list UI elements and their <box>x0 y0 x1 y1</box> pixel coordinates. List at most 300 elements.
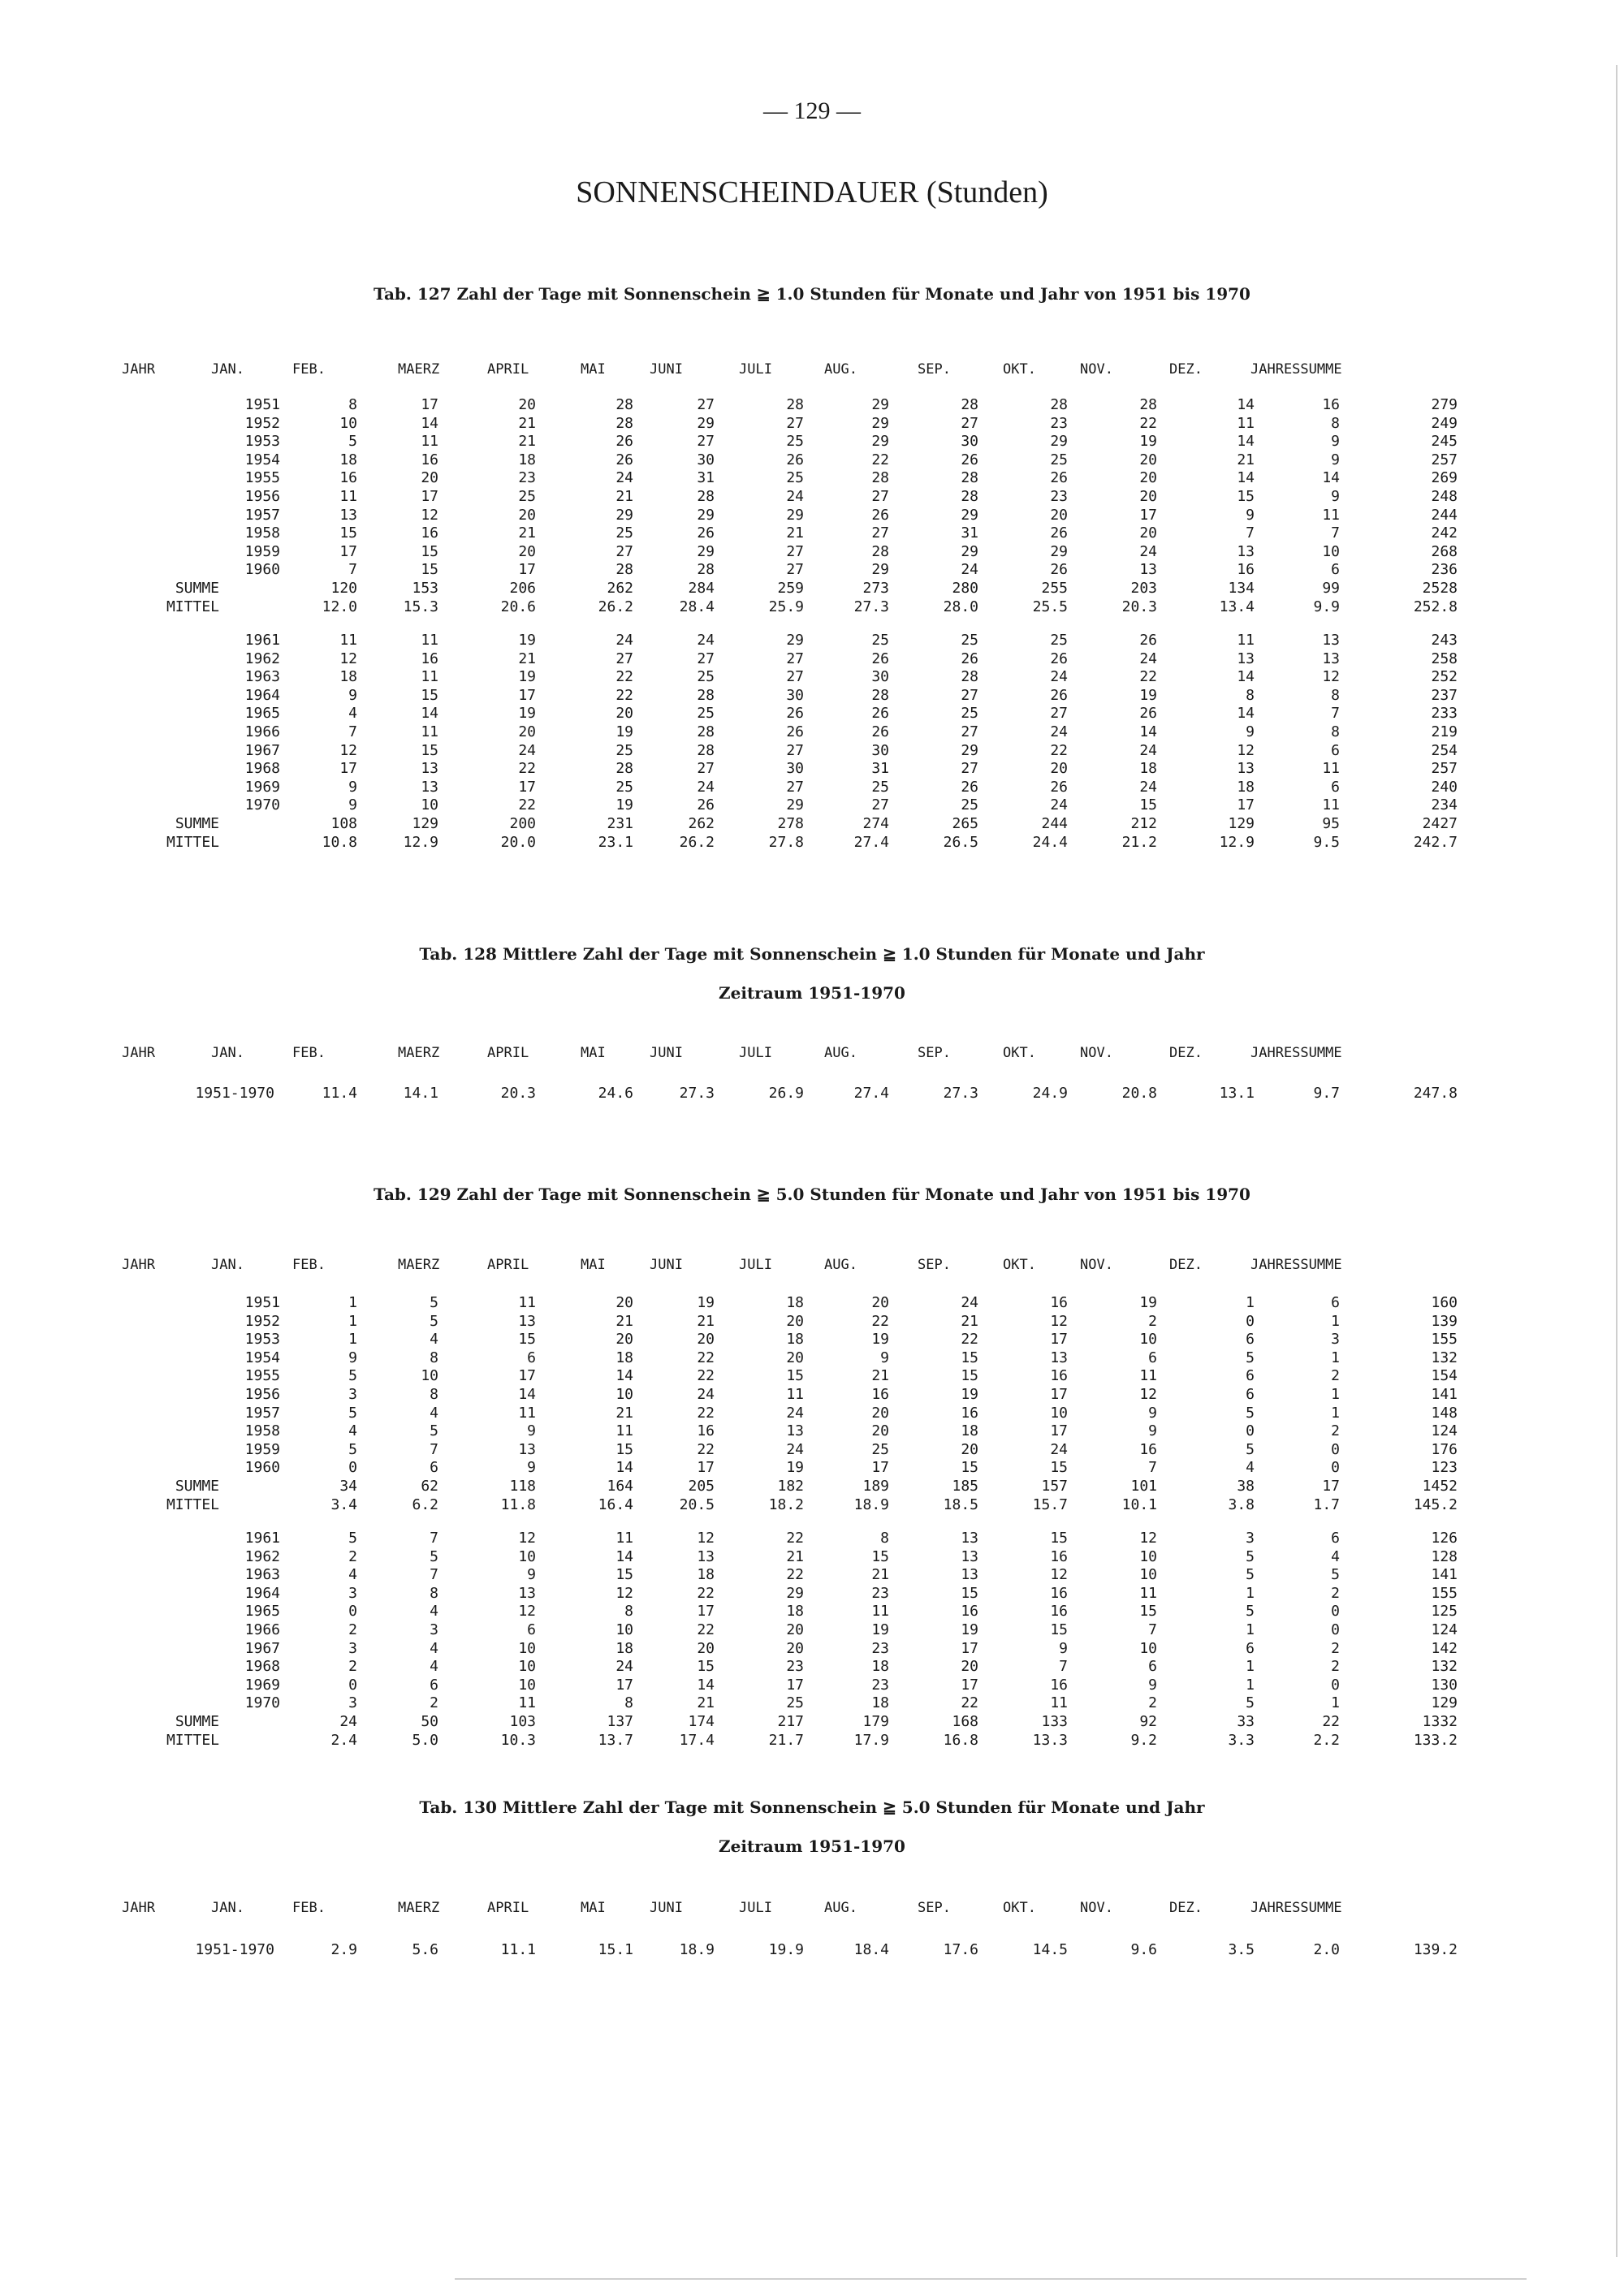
tab127-mittel-cell: 26.2 <box>679 833 715 851</box>
tab127-value-cell: 31 <box>871 760 889 778</box>
tab129-value-cell: 10 <box>1139 1547 1157 1565</box>
tab127-value-cell: 14 <box>1237 433 1255 451</box>
tab129-summe-cell: 62 <box>421 1478 438 1495</box>
tab127-value-cell: 28 <box>961 488 978 505</box>
tab130-column-header: JUNI <box>650 1900 683 1916</box>
tab127-value-cell: 20 <box>421 469 438 487</box>
tab129-value-cell: 3 <box>348 1639 357 1657</box>
tab129-value-cell: 9 <box>527 1459 536 1477</box>
tab129-column-header: APRIL <box>487 1257 529 1273</box>
tab127-value-cell: 28 <box>697 741 715 759</box>
tab129-value-cell: 11 <box>615 1422 633 1440</box>
tab129-value-cell: 142 <box>1431 1639 1458 1657</box>
tab129-value-cell: 18 <box>961 1422 978 1440</box>
tab129-value-cell: 20 <box>871 1294 889 1311</box>
tab129-value-cell: 20 <box>615 1294 633 1311</box>
tab127-column-header: MAERZ <box>398 361 440 378</box>
tab129-value-cell: 13 <box>786 1422 804 1440</box>
tab127-mittel-label: MITTEL <box>166 833 219 851</box>
tab130-column-header: AUG. <box>824 1900 857 1916</box>
tab129-value-cell: 22 <box>697 1367 715 1385</box>
tab127-column-header: JAN. <box>211 361 244 378</box>
tab127-value-cell: 11 <box>1237 632 1255 649</box>
tab127-value-cell: 30 <box>786 760 804 778</box>
tab129-value-cell: 11 <box>518 1294 536 1311</box>
tab129-value-cell: 0 <box>348 1603 357 1621</box>
tab127-mittel-cell: 28.0 <box>943 598 978 615</box>
tab129-value-cell: 17 <box>786 1676 804 1694</box>
tab129-value-cell: 15 <box>518 1331 536 1349</box>
tab127-year-cell: 1969 <box>244 778 280 796</box>
tab127-value-cell: 8 <box>1331 414 1340 432</box>
tab127-value-cell: 24 <box>1050 796 1068 814</box>
tab127-value-cell: 24 <box>786 488 804 505</box>
tab129-mittel-cell: 16.8 <box>943 1731 978 1749</box>
tab129-column-header: FEB. <box>292 1257 326 1273</box>
tab127-value-cell: 28 <box>697 723 715 740</box>
tab129-value-cell: 20 <box>786 1621 804 1638</box>
tab129-value-cell: 12 <box>1139 1530 1157 1547</box>
tab129-year-cell: 1963 <box>244 1566 280 1584</box>
tab129-summe-cell: 137 <box>607 1713 633 1730</box>
tab129-value-cell: 10 <box>1139 1331 1157 1349</box>
tab127-value-cell: 20 <box>518 506 536 524</box>
tab129-summe-cell: 17 <box>1322 1478 1340 1495</box>
tab129-value-cell: 8 <box>430 1584 438 1602</box>
tab127-value-cell: 14 <box>1322 469 1340 487</box>
tab129-value-cell: 0 <box>348 1676 357 1694</box>
tab130-column-header: JAHRESSUMME <box>1250 1900 1342 1916</box>
tab128-value-cell: 247.8 <box>1413 1085 1458 1102</box>
tab127-value-cell: 25 <box>697 668 715 686</box>
tab129-value-cell: 20 <box>961 1440 978 1458</box>
tab127-value-cell: 21 <box>518 650 536 667</box>
tab129-value-cell: 3 <box>1246 1530 1255 1547</box>
tab127-summe-cell: 200 <box>509 815 536 832</box>
tab127-value-cell: 234 <box>1431 796 1458 814</box>
tab127-value-cell: 219 <box>1431 723 1458 740</box>
tab129-value-cell: 123 <box>1431 1459 1458 1477</box>
tab127-value-cell: 13 <box>1237 760 1255 778</box>
tab129-value-cell: 24 <box>786 1404 804 1422</box>
tab127-year-cell: 1952 <box>244 414 280 432</box>
tab130-column-header: JAHR <box>122 1900 155 1916</box>
tab130-value-cell: 2.9 <box>330 1941 357 1958</box>
tab127-value-cell: 16 <box>421 650 438 667</box>
tab129-value-cell: 5 <box>1246 1547 1255 1565</box>
tab129-value-cell: 17 <box>961 1639 978 1657</box>
tab129-value-cell: 18 <box>615 1639 633 1657</box>
tab129-value-cell: 3 <box>348 1386 357 1403</box>
tab129-value-cell: 18 <box>871 1658 889 1676</box>
tab127-value-cell: 24 <box>1139 741 1157 759</box>
tab129-value-cell: 12 <box>1050 1566 1068 1584</box>
tab127-value-cell: 18 <box>339 451 357 468</box>
tab127-value-cell: 26 <box>786 723 804 740</box>
tab127-value-cell: 27 <box>786 741 804 759</box>
tab129-value-cell: 5 <box>348 1367 357 1385</box>
tab127-value-cell: 9 <box>1331 488 1340 505</box>
tab129-value-cell: 22 <box>961 1694 978 1712</box>
tab129-mittel-label: MITTEL <box>166 1495 219 1513</box>
tab127-mittel-cell: 27.3 <box>853 598 889 615</box>
tab129-mittel-cell: 133.2 <box>1413 1731 1458 1749</box>
tab129-value-cell: 0 <box>1331 1603 1340 1621</box>
tab129-value-cell: 20 <box>697 1639 715 1657</box>
tab127-column-header: AUG. <box>824 361 857 378</box>
tab129-year-cell: 1955 <box>244 1367 280 1385</box>
tab129-value-cell: 5 <box>1246 1694 1255 1712</box>
tab127-value-cell: 26 <box>1050 469 1068 487</box>
tab129-summe-cell: 92 <box>1139 1713 1157 1730</box>
tab129-value-cell: 0 <box>1331 1621 1340 1638</box>
tab129-value-cell: 11 <box>1050 1694 1068 1712</box>
tab129-value-cell: 24 <box>1050 1440 1068 1458</box>
tab129-value-cell: 155 <box>1431 1331 1458 1349</box>
tab127-summe-cell: 244 <box>1041 815 1068 832</box>
tab127-value-cell: 249 <box>1431 414 1458 432</box>
tab129-value-cell: 15 <box>1139 1603 1157 1621</box>
tab129-value-cell: 6 <box>1246 1639 1255 1657</box>
tab130-value-cell: 5.6 <box>412 1941 438 1958</box>
tab127-column-header: FEB. <box>292 361 326 378</box>
tab129-year-cell: 1953 <box>244 1331 280 1349</box>
tab127-value-cell: 24 <box>1139 542 1157 560</box>
tab127-value-cell: 25 <box>1050 451 1068 468</box>
tab127-value-cell: 14 <box>421 414 438 432</box>
tab127-summe-cell: 203 <box>1130 580 1157 597</box>
tab127-value-cell: 17 <box>518 778 536 796</box>
tab127-year-cell: 1957 <box>244 506 280 524</box>
tab127-value-cell: 15 <box>339 524 357 542</box>
tab128-value-cell: 26.9 <box>768 1085 804 1102</box>
tab129-value-cell: 130 <box>1431 1676 1458 1694</box>
tab129-value-cell: 18 <box>615 1349 633 1366</box>
tab127-value-cell: 17 <box>518 561 536 579</box>
tab130-column-header: DEZ. <box>1169 1900 1203 1916</box>
tab129-value-cell: 129 <box>1431 1694 1458 1712</box>
tab127-mittel-cell: 25.5 <box>1032 598 1068 615</box>
tab127-value-cell: 28 <box>1050 396 1068 413</box>
tab127-value-cell: 18 <box>339 668 357 686</box>
tab127-value-cell: 29 <box>961 741 978 759</box>
tab127-value-cell: 7 <box>348 561 357 579</box>
tab129-value-cell: 16 <box>1050 1367 1068 1385</box>
tab128-column-header: JAN. <box>211 1045 244 1061</box>
tab129-summe-cell: 101 <box>1130 1478 1157 1495</box>
tab129-value-cell: 16 <box>1050 1584 1068 1602</box>
tab129-value-cell: 139 <box>1431 1312 1458 1330</box>
tab127-value-cell: 29 <box>871 561 889 579</box>
tab127-value-cell: 11 <box>339 632 357 649</box>
tab127-summe-cell: 274 <box>862 815 889 832</box>
tab129-value-cell: 18 <box>697 1566 715 1584</box>
tab127-value-cell: 23 <box>1050 414 1068 432</box>
tab127-summe-cell: 262 <box>688 815 715 832</box>
tab127-value-cell: 24 <box>518 741 536 759</box>
tab129-value-cell: 6 <box>1331 1530 1340 1547</box>
tab129-value-cell: 2 <box>1331 1367 1340 1385</box>
tab129-value-cell: 19 <box>961 1386 978 1403</box>
tab127-value-cell: 11 <box>1237 414 1255 432</box>
tab129-value-cell: 5 <box>1246 1404 1255 1422</box>
tab127-value-cell: 19 <box>1139 686 1157 704</box>
tab129-value-cell: 12 <box>518 1603 536 1621</box>
tab127-value-cell: 19 <box>518 705 536 723</box>
tab129-value-cell: 20 <box>871 1404 889 1422</box>
tab128-column-header: MAERZ <box>398 1045 440 1061</box>
tab129-value-cell: 1 <box>1331 1694 1340 1712</box>
tab127-value-cell: 8 <box>348 396 357 413</box>
tab127-value-cell: 28 <box>961 668 978 686</box>
tab129-value-cell: 19 <box>1139 1294 1157 1311</box>
tab129-mittel-cell: 6.2 <box>412 1495 438 1513</box>
tab129-mittel-cell: 3.4 <box>330 1495 357 1513</box>
tab129-value-cell: 16 <box>871 1386 889 1403</box>
tab127-value-cell: 17 <box>421 396 438 413</box>
tab129-summe-cell: 157 <box>1041 1478 1068 1495</box>
tab127-value-cell: 26 <box>1139 632 1157 649</box>
tab129-summe-cell: 22 <box>1322 1713 1340 1730</box>
tab127-value-cell: 25 <box>786 433 804 451</box>
tab129-value-cell: 17 <box>1050 1386 1068 1403</box>
tab129-value-cell: 2 <box>1331 1584 1340 1602</box>
tab130-column-header: MAI <box>581 1900 606 1916</box>
tab127-value-cell: 27 <box>786 668 804 686</box>
tab127-year-cell: 1966 <box>244 723 280 740</box>
tab129-value-cell: 8 <box>624 1694 633 1712</box>
tab127-mittel-cell: 12.9 <box>403 833 438 851</box>
tab127-value-cell: 29 <box>871 414 889 432</box>
tab127-summe-cell: 273 <box>862 580 889 597</box>
tab129-value-cell: 7 <box>1059 1658 1068 1676</box>
tab127-summe-cell: 231 <box>607 815 633 832</box>
tab129-value-cell: 11 <box>518 1404 536 1422</box>
tab129-value-cell: 2 <box>1148 1312 1157 1330</box>
tab127-value-cell: 248 <box>1431 488 1458 505</box>
tab127-value-cell: 26 <box>871 705 889 723</box>
tab129-year-cell: 1966 <box>244 1621 280 1638</box>
tab129-year-cell: 1965 <box>244 1603 280 1621</box>
tab129-value-cell: 14 <box>615 1547 633 1565</box>
tab130-value-cell: 19.9 <box>768 1941 804 1958</box>
tab129-value-cell: 11 <box>1139 1584 1157 1602</box>
tab129-value-cell: 17 <box>871 1459 889 1477</box>
tab127-value-cell: 29 <box>961 542 978 560</box>
tab129-value-cell: 17 <box>615 1676 633 1694</box>
tab127-value-cell: 25 <box>518 488 536 505</box>
tab127-year-cell: 1968 <box>244 760 280 778</box>
tab127-value-cell: 9 <box>348 686 357 704</box>
tab127-year-cell: 1958 <box>244 524 280 542</box>
tab127-value-cell: 240 <box>1431 778 1458 796</box>
tab127-value-cell: 17 <box>339 760 357 778</box>
tab127-value-cell: 8 <box>1331 723 1340 740</box>
tab130-column-header: MAERZ <box>398 1900 440 1916</box>
tab127-value-cell: 268 <box>1431 542 1458 560</box>
tab129-value-cell: 23 <box>871 1676 889 1694</box>
tab129-value-cell: 19 <box>961 1621 978 1638</box>
tab127-value-cell: 11 <box>421 632 438 649</box>
tab129-value-cell: 6 <box>1246 1367 1255 1385</box>
tab127-value-cell: 20 <box>1050 506 1068 524</box>
tab127-value-cell: 21 <box>615 488 633 505</box>
tab127-value-cell: 5 <box>348 433 357 451</box>
tab127-value-cell: 6 <box>1331 778 1340 796</box>
tab127-year-cell: 1953 <box>244 433 280 451</box>
tab128-column-header: JULI <box>739 1045 772 1061</box>
tab127-value-cell: 30 <box>961 433 978 451</box>
tab127-value-cell: 27 <box>871 524 889 542</box>
tab127-value-cell: 14 <box>1139 723 1157 740</box>
tab129-value-cell: 9 <box>527 1422 536 1440</box>
tab129-value-cell: 125 <box>1431 1603 1458 1621</box>
tab129-value-cell: 160 <box>1431 1294 1458 1311</box>
tab127-year-cell: 1962 <box>244 650 280 667</box>
tab129-value-cell: 16 <box>1139 1440 1157 1458</box>
tab129-value-cell: 15 <box>615 1440 633 1458</box>
tab127-value-cell: 252 <box>1431 668 1458 686</box>
tab129-value-cell: 6 <box>1246 1386 1255 1403</box>
tab127-value-cell: 29 <box>697 414 715 432</box>
tab127-value-cell: 12 <box>1237 741 1255 759</box>
tab129-mittel-cell: 145.2 <box>1413 1495 1458 1513</box>
tab127-column-header: APRIL <box>487 361 529 378</box>
tab129-value-cell: 10 <box>615 1386 633 1403</box>
tab129-value-cell: 5 <box>1246 1603 1255 1621</box>
tab129-value-cell: 5 <box>348 1530 357 1547</box>
tab127-year-cell: 1954 <box>244 451 280 468</box>
tab127-column-header: NOV. <box>1080 361 1113 378</box>
tab129-value-cell: 22 <box>697 1404 715 1422</box>
tab127-value-cell: 11 <box>339 488 357 505</box>
tab127-value-cell: 14 <box>1237 396 1255 413</box>
tab127-value-cell: 14 <box>1237 705 1255 723</box>
tab127-value-cell: 31 <box>697 469 715 487</box>
tab127-value-cell: 9 <box>348 778 357 796</box>
tab129-value-cell: 128 <box>1431 1547 1458 1565</box>
tab127-value-cell: 26 <box>786 451 804 468</box>
tab127-value-cell: 20 <box>1050 760 1068 778</box>
tab129-summe-label: SUMME <box>175 1713 219 1730</box>
tab129-mittel-cell: 20.5 <box>679 1495 715 1513</box>
tab127-value-cell: 27 <box>697 396 715 413</box>
tab128-column-header: JAHR <box>122 1045 155 1061</box>
tab129-value-cell: 10 <box>1139 1639 1157 1657</box>
tab129-value-cell: 11 <box>871 1603 889 1621</box>
tab129-year-cell: 1969 <box>244 1676 280 1694</box>
tab127-value-cell: 29 <box>786 632 804 649</box>
tab129-value-cell: 4 <box>430 1404 438 1422</box>
tab129-value-cell: 16 <box>1050 1676 1068 1694</box>
tab129-value-cell: 23 <box>786 1658 804 1676</box>
tab127-summe-cell: 2528 <box>1422 580 1458 597</box>
tab129-value-cell: 18 <box>871 1694 889 1712</box>
tab127-value-cell: 19 <box>615 723 633 740</box>
tab129-value-cell: 148 <box>1431 1404 1458 1422</box>
tab129-value-cell: 15 <box>786 1367 804 1385</box>
tab129-value-cell: 4 <box>430 1658 438 1676</box>
tab127-value-cell: 13 <box>421 778 438 796</box>
tab129-value-cell: 20 <box>961 1658 978 1676</box>
tab129-value-cell: 15 <box>1050 1530 1068 1547</box>
tab127-value-cell: 20 <box>518 542 536 560</box>
tab129-value-cell: 16 <box>1050 1294 1068 1311</box>
tab127-value-cell: 26 <box>871 506 889 524</box>
tab129-value-cell: 1 <box>1246 1676 1255 1694</box>
tab127-summe-cell: 108 <box>330 815 357 832</box>
tab129-value-cell: 4 <box>1246 1459 1255 1477</box>
tab127-value-cell: 10 <box>339 414 357 432</box>
tab129-value-cell: 2 <box>348 1621 357 1638</box>
tab128-value-cell: 11.4 <box>322 1085 357 1102</box>
tab127-value-cell: 31 <box>961 524 978 542</box>
tab130-column-header: APRIL <box>487 1900 529 1916</box>
tab127-value-cell: 30 <box>697 451 715 468</box>
tab129-value-cell: 1 <box>1246 1294 1255 1311</box>
tab129-summe-cell: 179 <box>862 1713 889 1730</box>
tab128-value-cell: 27.3 <box>943 1085 978 1102</box>
tab129-value-cell: 7 <box>1148 1459 1157 1477</box>
tab129-year-cell: 1960 <box>244 1459 280 1477</box>
tab127-value-cell: 28 <box>615 414 633 432</box>
tab127-value-cell: 18 <box>1139 760 1157 778</box>
tab127-mittel-cell: 24.4 <box>1032 833 1068 851</box>
tab129-value-cell: 12 <box>615 1584 633 1602</box>
tab129-year-cell: 1962 <box>244 1547 280 1565</box>
tab129-value-cell: 11 <box>615 1530 633 1547</box>
tab128-caption: Tab. 128 Mittlere Zahl der Tage mit Sonnenschein ≧ 1.0 Stunden für Monate und Jahr <box>419 944 1205 964</box>
tab127-value-cell: 24 <box>615 469 633 487</box>
tab129-value-cell: 6 <box>430 1459 438 1477</box>
tab129-value-cell: 1 <box>1246 1621 1255 1638</box>
tab127-value-cell: 233 <box>1431 705 1458 723</box>
tab127-value-cell: 29 <box>615 506 633 524</box>
tab127-value-cell: 15 <box>421 542 438 560</box>
tab127-value-cell: 12 <box>1322 668 1340 686</box>
tab127-value-cell: 28 <box>961 396 978 413</box>
tab129-value-cell: 17 <box>1050 1422 1068 1440</box>
tab129-value-cell: 5 <box>348 1440 357 1458</box>
tab127-value-cell: 10 <box>421 796 438 814</box>
tab127-value-cell: 25 <box>961 632 978 649</box>
tab129-value-cell: 154 <box>1431 1367 1458 1385</box>
tab127-summe-cell: 120 <box>330 580 357 597</box>
tab127-value-cell: 27 <box>697 760 715 778</box>
tab129-value-cell: 13 <box>518 1440 536 1458</box>
tab127-value-cell: 21 <box>518 433 536 451</box>
tab127-value-cell: 24 <box>697 632 715 649</box>
tab127-mittel-cell: 23.1 <box>598 833 633 851</box>
tab129-value-cell: 124 <box>1431 1422 1458 1440</box>
tab129-value-cell: 0 <box>1331 1459 1340 1477</box>
tab127-value-cell: 27 <box>786 650 804 667</box>
tab127-value-cell: 27 <box>961 686 978 704</box>
tab127-value-cell: 29 <box>697 542 715 560</box>
tab127-value-cell: 27 <box>697 650 715 667</box>
tab129-value-cell: 15 <box>961 1349 978 1366</box>
tab129-mittel-cell: 15.7 <box>1032 1495 1068 1513</box>
tab129-value-cell: 19 <box>697 1294 715 1311</box>
tab128-period-cell: 1951-1970 <box>195 1085 274 1102</box>
tab129-value-cell: 10 <box>1050 1404 1068 1422</box>
tab127-value-cell: 9 <box>1246 506 1255 524</box>
tab129-summe-cell: 1452 <box>1422 1478 1458 1495</box>
tab127-value-cell: 13 <box>1322 650 1340 667</box>
tab129-year-cell: 1961 <box>244 1530 280 1547</box>
tab127-value-cell: 7 <box>1331 705 1340 723</box>
tab129-value-cell: 13 <box>518 1312 536 1330</box>
